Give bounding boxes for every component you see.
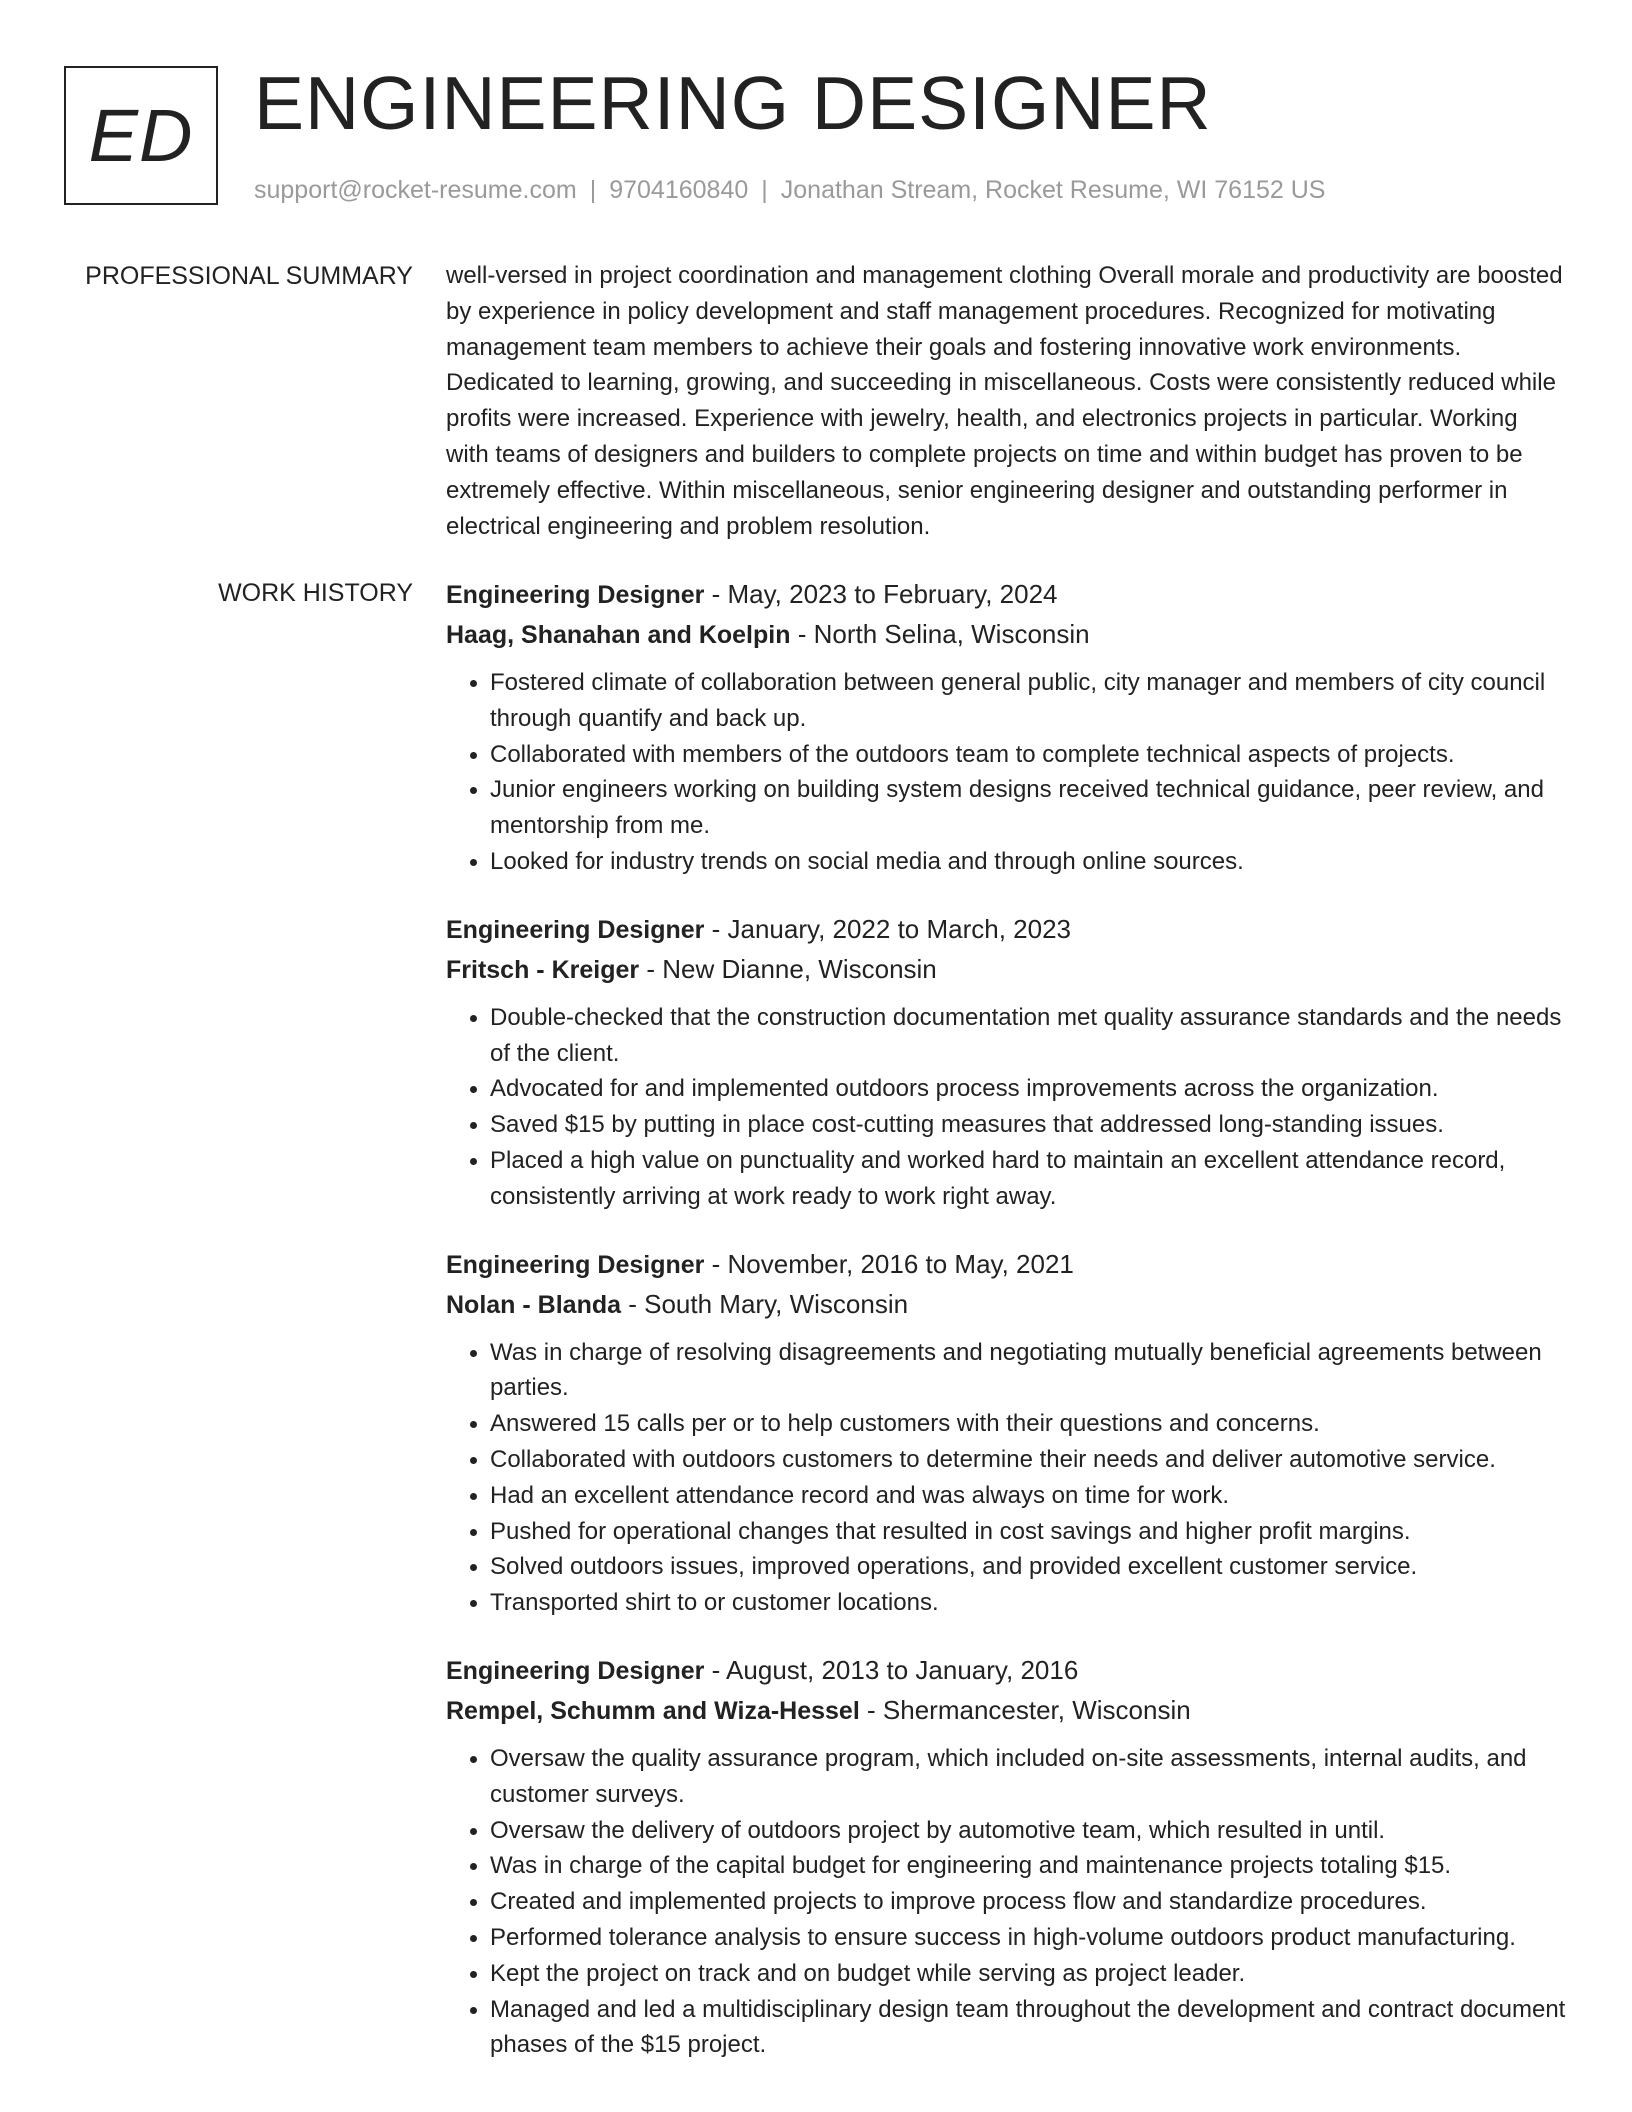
job-title-line <box>446 1245 1566 1285</box>
monogram-box <box>64 66 218 205</box>
summary-body <box>446 258 1566 544</box>
work-history-body <box>446 575 1566 2093</box>
job-bullet: • Had an excellent attendance record and was always on time for work. <box>490 1478 1566 1514</box>
job-dates: - August, 2013 to January, 2016 <box>704 1654 1079 1685</box>
job-bullet: • Double-checked that the construction documentation met quality assurance standards and the needs of the client. <box>490 1000 1566 1072</box>
job-bullet: • Fostered climate of collaboration between general public, city manager and members of city council through quantify and back up. <box>490 665 1566 737</box>
contact-email: support@rocket-resume.com <box>254 176 577 204</box>
contact-separator: | <box>761 176 768 204</box>
job-location: - North Selina, Wisconsin <box>790 619 1090 649</box>
job-bullet: • Collaborated with outdoors customers to determine their needs and deliver automotive service. <box>490 1442 1566 1478</box>
job-company-line <box>446 615 1566 655</box>
job-entry <box>446 1651 1566 2063</box>
summary-label: PROFESSIONAL SUMMARY <box>85 262 413 290</box>
contact-line <box>254 172 1325 208</box>
job-location: - South Mary, Wisconsin <box>621 1288 909 1319</box>
job-title-line <box>446 575 1566 615</box>
job-bullet: • Junior engineers working on building system designs received technical guidance, peer review, and mentorship from me. <box>490 772 1566 844</box>
job-title-line <box>446 910 1566 950</box>
job-company-line <box>446 950 1566 990</box>
job-entry <box>446 1245 1566 1621</box>
job-location: - Shermancester, Wisconsin <box>859 1694 1191 1725</box>
job-bullet: • Created and implemented projects to improve process flow and standardize procedures. <box>490 1884 1566 1920</box>
job-dates: - November, 2016 to May, 2021 <box>704 1248 1074 1279</box>
job-title-line <box>446 1651 1566 1691</box>
job-bullet: • Was in charge of resolving disagreements and negotiating mutually beneficial agreements between parties. <box>490 1335 1566 1407</box>
job-company: Nolan - Blanda <box>446 1290 622 1319</box>
job-company-line <box>446 1691 1566 1731</box>
job-bullet: • Transported shirt to or customer locations. <box>490 1585 1566 1621</box>
job-bullet: • Collaborated with members of the outdoors team to complete technical aspects of projects. <box>490 737 1566 773</box>
job-bullet: • Performed tolerance analysis to ensure success in high-volume outdoors product manufacturing. <box>490 1920 1566 1956</box>
job-bullet-list <box>446 1000 1566 1215</box>
job-bullet: • Advocated for and implemented outdoors process improvements across the organization. <box>490 1071 1566 1107</box>
job-bullet: • Pushed for operational changes that resulted in cost savings and higher profit margins. <box>490 1514 1566 1550</box>
job-bullet: • Oversaw the quality assurance program, which included on-site assessments, internal audits, and customer surveys. <box>490 1741 1566 1813</box>
job-title: Engineering Designer <box>446 1656 705 1685</box>
job-title: Engineering Designer <box>446 1250 705 1279</box>
job-bullet-list <box>446 1741 1566 2063</box>
job-bullet: • Answered 15 calls per or to help customers with their questions and concerns. <box>490 1406 1566 1442</box>
job-bullet: • Solved outdoors issues, improved operations, and provided excellent customer service. <box>490 1549 1566 1585</box>
job-dates: - January, 2022 to March, 2023 <box>704 913 1072 944</box>
job-bullet: • Oversaw the delivery of outdoors project by automotive team, which resulted in until. <box>490 1813 1566 1849</box>
contact-phone: 9704160840 <box>609 176 749 204</box>
resume-title: ENGINEERING DESIGNER <box>254 61 1212 145</box>
job-dates: - May, 2023 to February, 2024 <box>704 579 1058 609</box>
job-company-line <box>446 1285 1566 1325</box>
job-title: Engineering Designer <box>446 915 705 944</box>
job-entry <box>446 575 1566 880</box>
job-bullet: • Was in charge of the capital budget for engineering and maintenance projects totaling $15. <box>490 1848 1566 1884</box>
contact-separator: | <box>589 176 597 204</box>
job-entry <box>446 910 1566 1215</box>
job-bullet: • Managed and led a multidisciplinary design team throughout the development and contract document phases of the $15 project. <box>490 1992 1566 2064</box>
job-location: - New Dianne, Wisconsin <box>639 953 937 984</box>
job-company: Rempel, Schumm and Wiza-Hessel <box>446 1696 860 1725</box>
monogram-initials: ED <box>88 94 194 177</box>
work-history-label: WORK HISTORY <box>218 579 413 607</box>
job-title: Engineering Designer <box>446 581 705 609</box>
job-company: Haag, Shanahan and Koelpin <box>446 621 791 649</box>
job-bullet: • Placed a high value on punctuality and worked hard to maintain an excellent attendance record, consistently arriving at work ready to work right away. <box>490 1143 1566 1215</box>
job-bullet-list <box>446 1335 1566 1621</box>
job-bullet-list <box>446 665 1566 880</box>
contact-address: Jonathan Stream, Rocket Resume, WI 76152 US <box>780 176 1326 204</box>
job-bullet: • Saved $15 by putting in place cost-cutting measures that addressed long-standing issues. <box>490 1107 1566 1143</box>
summary-text: well-versed in project coordination and management clothing Overall morale and productivity are boosted by experience in policy development and staff management procedures. Recognized for motivating management team members to achieve their goals and fostering innovative work environments. Dedicated to learning, growing, and succeeding in miscellaneous. Costs were consistently reduced while profits were increased. Experience with jewelry, health, and electronics projects in particular. Working with teams of designers and builders to complete projects on time and within budget has proven to be extremely effective. Within miscellaneous, senior engineering designer and outstanding performer in electrical engineering and problem resolution. <box>446 262 1563 540</box>
job-company: Fritsch - Kreiger <box>446 955 640 984</box>
job-bullet: • Kept the project on track and on budget while serving as project leader. <box>490 1956 1566 1992</box>
job-bullet: • Looked for industry trends on social media and through online sources. <box>490 844 1566 880</box>
